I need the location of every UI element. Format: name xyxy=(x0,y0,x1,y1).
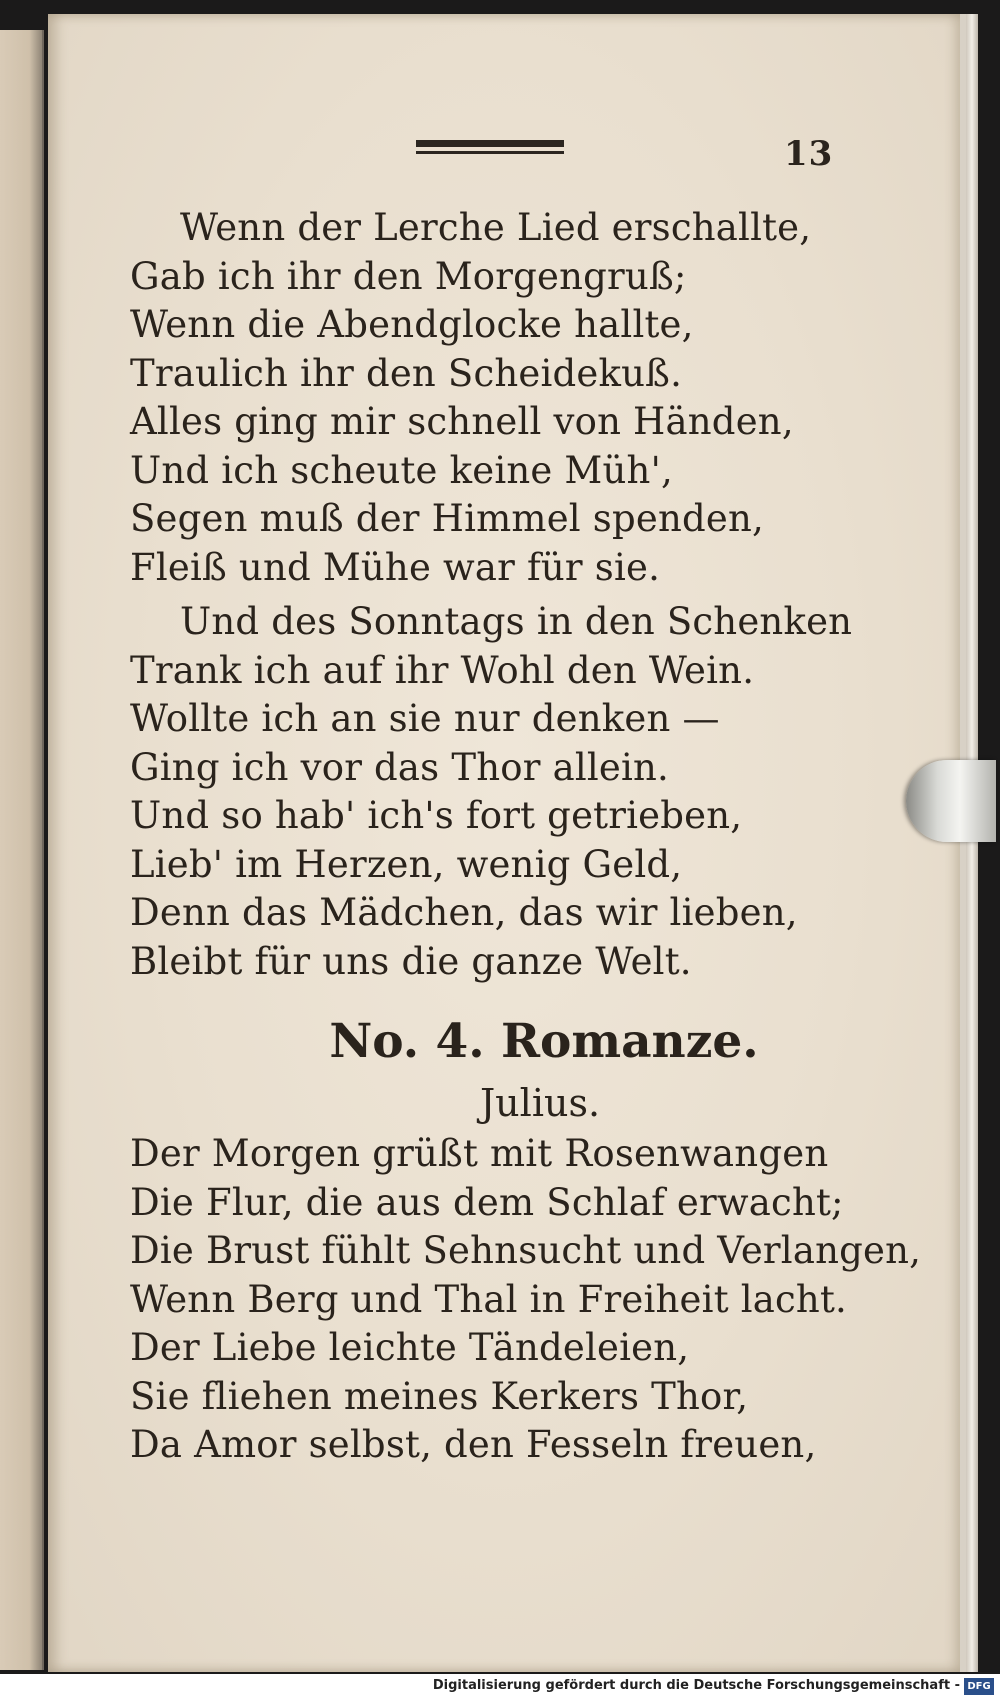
poem-line: Trank ich auf ihr Wohl den Wein. xyxy=(130,648,755,692)
footer-bar xyxy=(0,1674,1000,1700)
stanza-1 xyxy=(130,204,890,592)
poem-line: Der Morgen grüßt mit Rosenwangen xyxy=(130,1132,829,1175)
poem-line: Alles ging mir schnell von Händen, xyxy=(130,400,794,443)
poem-line: Die Brust fühlt Sehnsucht und Verlangen, xyxy=(130,1229,922,1272)
poem-line: Die Flur, die aus dem Schlaf erwacht; xyxy=(130,1180,844,1224)
funding-notice: Digitalisierung gefördert durch die Deutsche Forschungsgemeinschaft - xyxy=(432,1678,960,1693)
poem-line: Sie fliehen meines Kerkers Thor, xyxy=(130,1374,749,1418)
poem-line: Ging ich vor das Thor allein. xyxy=(130,745,670,789)
page-text xyxy=(130,204,922,1470)
stanza-3 xyxy=(130,1130,922,1470)
poem-line: Und so hab' ich's fort getrieben, xyxy=(130,794,743,837)
book-page xyxy=(48,14,966,1672)
poem-line: Lieb' im Herzen, wenig Geld, xyxy=(130,842,683,886)
poem-line: Bleibt für uns die ganze Welt. xyxy=(130,939,692,983)
poem-line: Fleiß und Mühe war für sie. xyxy=(130,545,661,589)
poem-line: Der Liebe leichte Tändeleien, xyxy=(130,1326,690,1369)
page-number: 13 xyxy=(784,134,834,174)
poem-line: Gab ich ihr den Morgengruß; xyxy=(130,254,687,298)
poem-line: Wenn der Lerche Lied erschallte, xyxy=(180,206,812,249)
poem-line: Wollte ich an sie nur denken — xyxy=(130,697,720,740)
dfg-logo: DFG xyxy=(964,1678,994,1695)
speaker-name: Julius. xyxy=(479,1081,601,1125)
stanza-2 xyxy=(130,598,890,986)
poem-line: Traulich ihr den Scheidekuß. xyxy=(130,351,683,395)
page-edge xyxy=(966,14,978,1672)
page-clip-tab xyxy=(906,760,996,842)
header-rule xyxy=(416,140,564,158)
poem-line: Und des Sonntags in den Schenken xyxy=(180,600,853,643)
poem-line: Wenn die Abendglocke hallte, xyxy=(130,303,694,346)
section-heading: No. 4. Romanze. xyxy=(329,1014,759,1069)
left-page-edge xyxy=(0,30,44,1670)
poem-line: Und ich scheute keine Müh', xyxy=(130,448,673,492)
poem-line: Wenn Berg und Thal in Freiheit lacht. xyxy=(130,1277,847,1321)
poem-line: Segen muß der Himmel spenden, xyxy=(130,497,764,540)
poem-line: Denn das Mädchen, das wir lieben, xyxy=(130,891,798,934)
poem-line: Da Amor selbst, den Fesseln freuen, xyxy=(130,1423,817,1466)
